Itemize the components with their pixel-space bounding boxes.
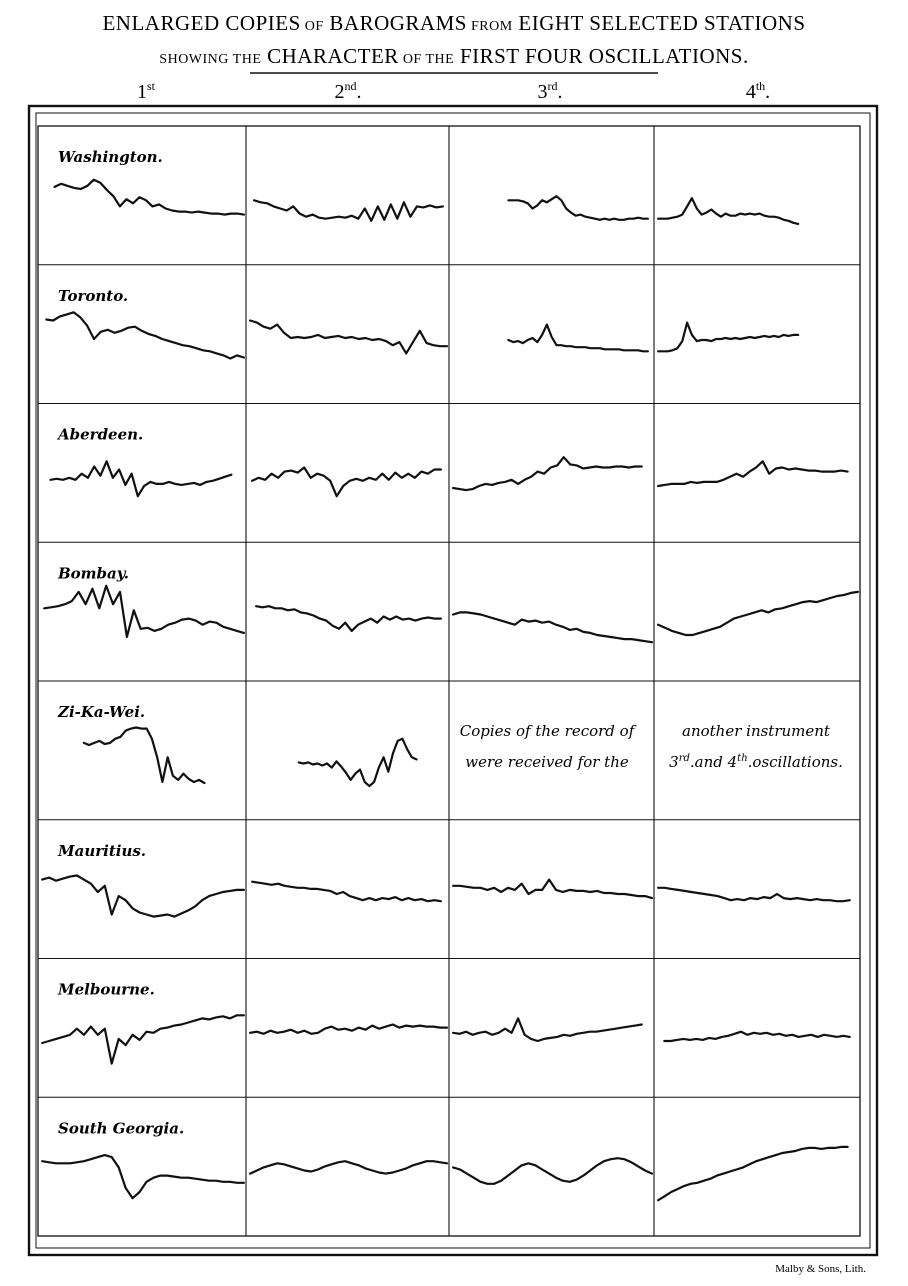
- plate-title: [102, 11, 805, 68]
- barogram-trace: [508, 196, 648, 220]
- barogram-trace: [453, 612, 652, 642]
- note-line: [669, 753, 843, 771]
- barogram-trace: [658, 461, 848, 486]
- barogram-trace: [84, 728, 205, 784]
- barogram-trace: [250, 1025, 447, 1034]
- column-number: 4: [745, 81, 756, 103]
- column-header-1: [137, 79, 156, 103]
- title-word: STATIONS: [698, 11, 806, 35]
- barogram-traces: [42, 180, 858, 1201]
- barogram-trace: [254, 200, 443, 221]
- barogram-trace: [658, 888, 850, 901]
- barogram-trace: [508, 325, 648, 352]
- column-number: 2: [334, 81, 345, 103]
- note-fragment: th: [737, 753, 748, 764]
- column-header-3: [538, 79, 563, 103]
- column-suffix: nd: [344, 79, 357, 93]
- title-line: [159, 44, 748, 68]
- station-label: Mauritius.: [58, 841, 147, 860]
- column-number: 3: [537, 81, 548, 103]
- title-word: COPIES: [219, 11, 301, 35]
- title-word: EIGHT: [512, 11, 584, 35]
- station-label: South Georgia.: [58, 1119, 185, 1138]
- barogram-trace: [658, 1147, 848, 1200]
- barogram-trace: [42, 1155, 244, 1198]
- title-word: SHOWING: [159, 52, 229, 67]
- lithographer-credit: Malby & Sons, Lith.: [775, 1263, 866, 1275]
- barogram-trace: [252, 468, 441, 497]
- panel-grid: [38, 126, 860, 1236]
- title-word: OSCILLATIONS.: [583, 44, 749, 68]
- column-suffix: rd: [547, 79, 558, 93]
- title-word: OF: [398, 52, 422, 67]
- barogram-trace: [44, 586, 244, 637]
- title-word: SELECTED: [583, 11, 699, 35]
- barogram-trace: [252, 882, 441, 902]
- column-dot: .: [557, 81, 563, 103]
- station-label: Bombay.: [58, 564, 129, 583]
- title-word: THE: [228, 52, 262, 67]
- column-number: 1: [136, 81, 147, 103]
- note-fragment: rd: [678, 753, 690, 764]
- title-word: BAROGRAMS: [323, 11, 467, 35]
- barogram-trace: [299, 739, 417, 786]
- barogram-trace: [42, 876, 244, 917]
- barogram-trace: [453, 457, 642, 490]
- column-dot: .: [356, 81, 362, 103]
- barogram-trace: [250, 1161, 447, 1173]
- note-line: Copies of the record of: [459, 722, 635, 740]
- missing-record-note: [460, 722, 843, 771]
- station-label: Washington.: [58, 148, 163, 166]
- title-word: ENLARGED: [102, 11, 220, 35]
- station-label: Toronto.: [58, 286, 129, 305]
- barogram-trace: [658, 323, 798, 352]
- barogram-trace: [256, 606, 441, 631]
- barogram-trace: [55, 180, 244, 215]
- station-label: Melbourne.: [58, 980, 155, 999]
- barogram-trace: [42, 1015, 244, 1063]
- column-dot: .: [765, 81, 771, 103]
- column-header-2: [335, 79, 362, 103]
- title-word: FIRST: [454, 44, 520, 68]
- note-line: were received for the: [465, 753, 629, 771]
- barogram-trace: [46, 312, 244, 358]
- note-fragment: 3: [669, 753, 679, 771]
- title-word: THE: [421, 52, 455, 67]
- title-word: FOUR: [519, 44, 584, 68]
- station-label: Zi-Ka-Wei.: [58, 703, 146, 721]
- barogram-trace: [453, 1018, 642, 1041]
- column-suffix: th: [755, 79, 766, 93]
- title-word: CHARACTER: [261, 44, 399, 68]
- barogram-trace: [453, 880, 652, 899]
- barogram-trace: [658, 592, 858, 635]
- column-suffix: st: [146, 79, 156, 93]
- title-line: [102, 11, 805, 35]
- note-fragment: .and 4: [689, 753, 738, 771]
- title-word: OF: [300, 19, 324, 34]
- barogram-trace: [453, 1158, 652, 1184]
- barogram-trace: [664, 1032, 849, 1041]
- barogram-trace: [250, 321, 447, 354]
- barogram-trace: [658, 198, 798, 224]
- title-word: FROM: [466, 19, 513, 34]
- note-line: another instrument: [682, 722, 830, 740]
- barogram-trace: [51, 461, 232, 496]
- station-label: Aberdeen.: [58, 425, 144, 444]
- column-headers: [137, 79, 770, 103]
- column-header-4: [746, 79, 770, 103]
- station-labels: [56, 148, 184, 1137]
- note-fragment: .oscillations.: [747, 753, 843, 771]
